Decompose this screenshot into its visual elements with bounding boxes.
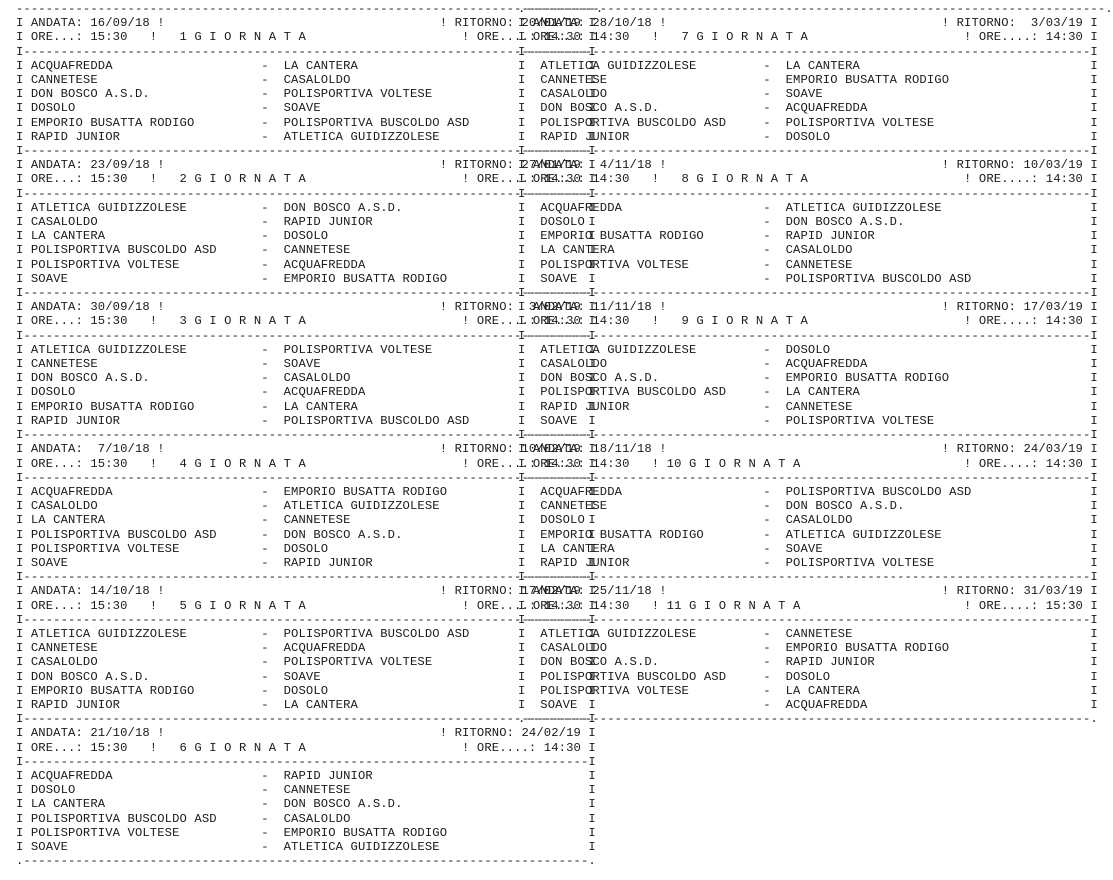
round-header-line: I ORE...: 15:30 ! 4 G I O R N A T A ! ORE....: 14:30 I <box>16 456 596 471</box>
fixture-line: I CANNETESE - CASALOLDO I <box>16 73 596 88</box>
fixture-line: I LA CANTERA - SOAVE I <box>518 541 1098 556</box>
rule-line: I----------------------------------------------------------------------------I <box>518 286 1098 301</box>
round-header-line: I ORE...: 14:30 ! 11 G I O R N A T A ! ORE....: 15:30 I <box>518 598 1098 613</box>
round-header-line: I ORE...: 15:30 ! 1 G I O R N A T A ! ORE....: 14:30 I <box>16 30 596 45</box>
fixture-line: I ACQUAFREDDA - EMPORIO BUSATTA RODIGO I <box>16 484 596 499</box>
round-header-line: I ORE...: 14:30 ! 7 G I O R N A T A ! ORE....: 14:30 I <box>518 30 1098 45</box>
fixture-line: I DON BOSCO A.S.D. - POLISPORTIVA VOLTESE I <box>16 87 596 102</box>
fixture-line: I SOAVE - EMPORIO BUSATTA RODIGO I <box>16 271 596 286</box>
rule-line: .----------------------------------------------------------------------------. <box>16 854 596 869</box>
fixture-line: I EMPORIO BUSATTA RODIGO - DOSOLO I <box>16 683 596 698</box>
fixture-line: I CANNETESE - ACQUAFREDDA I <box>16 641 596 656</box>
fixture-line: I POLISPORTIVA BUSCOLDO ASD - CASALOLDO I <box>16 811 596 826</box>
fixture-line: I ACQUAFREDDA - LA CANTERA I <box>16 58 596 73</box>
fixture-line: I CASALOLDO - ACQUAFREDDA I <box>518 357 1098 372</box>
rule-line: I----------------------------------------------------------------------------I <box>518 144 1098 159</box>
fixture-line: I SOAVE - POLISPORTIVA VOLTESE I <box>518 413 1098 428</box>
round-header-line: I ORE...: 15:30 ! 5 G I O R N A T A ! ORE....: 14:30 I <box>16 598 596 613</box>
fixture-line: I ACQUAFREDDA - RAPID JUNIOR I <box>16 768 596 783</box>
fixture-line: I DON BOSCO A.S.D. - CASALOLDO I <box>16 371 596 386</box>
round-header-line: I ANDATA: 4/11/18 ! ! RITORNO: 10/03/19 I <box>518 158 1098 173</box>
fixture-line: I CASALOLDO - RAPID JUNIOR I <box>16 215 596 230</box>
fixture-line: I CANNETESE - SOAVE I <box>16 357 596 372</box>
round-header-line: I ORE...: 14:30 ! 9 G I O R N A T A ! ORE....: 14:30 I <box>518 314 1098 329</box>
fixture-line: I CASALOLDO - POLISPORTIVA VOLTESE I <box>16 655 596 670</box>
fixture-line: I POLISPORTIVA VOLTESE - ACQUAFREDDA I <box>16 257 596 272</box>
fixture-line: I DON BOSCO A.S.D. - ACQUAFREDDA I <box>518 101 1098 116</box>
fixture-line: I ACQUAFREDDA - POLISPORTIVA BUSCOLDO ASD I <box>518 484 1098 499</box>
fixture-line: I DOSOLO - CASALOLDO I <box>518 513 1098 528</box>
fixture-line: I POLISPORTIVA BUSCOLDO ASD - LA CANTERA I <box>518 385 1098 400</box>
fixture-line: I RAPID JUNIOR - POLISPORTIVA BUSCOLDO ASD I <box>16 413 596 428</box>
fixture-line: I POLISPORTIVA VOLTESE - DOSOLO I <box>16 541 596 556</box>
rule-line: I----------------------------------------------------------------------------I <box>16 186 596 201</box>
fixture-line: I CASALOLDO - SOAVE I <box>518 87 1098 102</box>
fixture-line: I POLISPORTIVA VOLTESE - EMPORIO BUSATTA RODIGO I <box>16 825 596 840</box>
fixture-line: I RAPID JUNIOR - CANNETESE I <box>518 399 1098 414</box>
round-header-line: I ORE...: 14:30 ! 8 G I O R N A T A ! ORE....: 14:30 I <box>518 172 1098 187</box>
right-column-schedule <box>518 2 1113 726</box>
fixture-line: I EMPORIO BUSATTA RODIGO - POLISPORTIVA BUSCOLDO ASD I <box>16 115 596 130</box>
fixture-line: I EMPORIO BUSATTA RODIGO - ATLETICA GUIDIZZOLESE I <box>518 527 1098 542</box>
fixture-line: I LA CANTERA - CANNETESE I <box>16 513 596 528</box>
round-header-line: I ORE...: 15:30 ! 6 G I O R N A T A ! ORE....: 14:30 I <box>16 740 596 755</box>
fixture-line: I DOSOLO - DON BOSCO A.S.D. I <box>518 215 1098 230</box>
fixture-line: I DON BOSCO A.S.D. - SOAVE I <box>16 669 596 684</box>
fixture-line: I RAPID JUNIOR - DOSOLO I <box>518 129 1098 144</box>
rule-line: I----------------------------------------------------------------------------I <box>518 570 1098 585</box>
round-header-line: I ANDATA: 18/11/18 ! ! RITORNO: 24/03/19 I <box>518 442 1098 457</box>
fixture-line: I SOAVE - ATLETICA GUIDIZZOLESE I <box>16 839 596 854</box>
round-header-line: I ANDATA: 23/09/18 ! ! RITORNO: 27/01/19 I <box>16 158 596 173</box>
rule-line: I----------------------------------------------------------------------------I <box>518 44 1098 59</box>
round-header-line: I ANDATA: 11/11/18 ! ! RITORNO: 17/03/19 I <box>518 300 1098 315</box>
rule-line: I----------------------------------------------------------------------------I <box>16 712 596 727</box>
rule-line: I----------------------------------------------------------------------------I <box>16 428 596 443</box>
rule-line: I----------------------------------------------------------------------------I <box>16 470 596 485</box>
fixture-line: I ATLETICA GUIDIZZOLESE - POLISPORTIVA VOLTESE I <box>16 342 596 357</box>
round-header-line: I ANDATA: 25/11/18 ! ! RITORNO: 31/03/19 I <box>518 584 1098 599</box>
fixture-line: I CASALOLDO - ATLETICA GUIDIZZOLESE I <box>16 499 596 514</box>
round-header-line: I ANDATA: 21/10/18 ! ! RITORNO: 24/02/19 I <box>16 726 596 741</box>
round-header-line: I ANDATA: 16/09/18 ! ! RITORNO: 20/01/19 I <box>16 16 596 31</box>
rule-line: I----------------------------------------------------------------------------I <box>518 470 1098 485</box>
fixture-line: I ATLETICA GUIDIZZOLESE - CANNETESE I <box>518 626 1098 641</box>
fixture-line: I DOSOLO - CANNETESE I <box>16 783 596 798</box>
fixture-line: I LA CANTERA - CASALOLDO I <box>518 243 1098 258</box>
fixture-line: I LA CANTERA - DON BOSCO A.S.D. I <box>16 797 596 812</box>
left-column-schedule <box>16 2 603 868</box>
fixture-line: I POLISPORTIVA VOLTESE - LA CANTERA I <box>518 683 1098 698</box>
fixture-line: I POLISPORTIVA BUSCOLDO ASD - DOSOLO I <box>518 669 1098 684</box>
fixture-line: I CASALOLDO - EMPORIO BUSATTA RODIGO I <box>518 641 1098 656</box>
fixture-line: I RAPID JUNIOR - ATLETICA GUIDIZZOLESE I <box>16 129 596 144</box>
fixture-line: I DON BOSCO A.S.D. - EMPORIO BUSATTA RODIGO I <box>518 371 1098 386</box>
fixture-line: I ACQUAFREDDA - ATLETICA GUIDIZZOLESE I <box>518 200 1098 215</box>
fixture-line: I POLISPORTIVA BUSCOLDO ASD - CANNETESE I <box>16 243 596 258</box>
fixture-line: I DOSOLO - SOAVE I <box>16 101 596 116</box>
round-header-line: I ORE...: 14:30 ! 10 G I O R N A T A ! ORE....: 14:30 I <box>518 456 1098 471</box>
rule-line: I----------------------------------------------------------------------------I <box>518 428 1098 443</box>
fixture-line: I POLISPORTIVA BUSCOLDO ASD - DON BOSCO A.S.D. I <box>16 527 596 542</box>
round-header-line: I ORE...: 15:30 ! 2 G I O R N A T A ! ORE....: 14:30 I <box>16 172 596 187</box>
rule-line: I----------------------------------------------------------------------------I <box>16 44 596 59</box>
fixture-line: I ATLETICA GUIDIZZOLESE - LA CANTERA I <box>518 58 1098 73</box>
rule-line: I----------------------------------------------------------------------------I <box>16 570 596 585</box>
fixture-line: I ATLETICA GUIDIZZOLESE - DOSOLO I <box>518 342 1098 357</box>
rule-line: I----------------------------------------------------------------------------I <box>16 612 596 627</box>
fixture-line: I ATLETICA GUIDIZZOLESE - POLISPORTIVA BUSCOLDO ASD I <box>16 626 596 641</box>
rule-line: I----------------------------------------------------------------------------I <box>16 754 596 769</box>
rule-line: I----------------------------------------------------------------------------I <box>518 186 1098 201</box>
fixture-line: I CANNETESE - EMPORIO BUSATTA RODIGO I <box>518 73 1098 88</box>
round-header-line: I ANDATA: 7/10/18 ! ! RITORNO: 10/02/19 I <box>16 442 596 457</box>
fixture-line: I EMPORIO BUSATTA RODIGO - LA CANTERA I <box>16 399 596 414</box>
fixture-line: I POLISPORTIVA BUSCOLDO ASD - POLISPORTIVA VOLTESE I <box>518 115 1098 130</box>
rule-line: I----------------------------------------------------------------------------I <box>518 328 1098 343</box>
rule-line: I----------------------------------------------------------------------------I <box>16 144 596 159</box>
fixture-line: I SOAVE - RAPID JUNIOR I <box>16 555 596 570</box>
fixture-line: I SOAVE - ACQUAFREDDA I <box>518 697 1098 712</box>
fixture-line: I DOSOLO - ACQUAFREDDA I <box>16 385 596 400</box>
round-header-line: I ANDATA: 14/10/18 ! ! RITORNO: 17/02/19 I <box>16 584 596 599</box>
fixture-line: I POLISPORTIVA VOLTESE - CANNETESE I <box>518 257 1098 272</box>
round-header-line: I ANDATA: 28/10/18 ! ! RITORNO: 3/03/19 I <box>518 16 1098 31</box>
rule-line: ------------------------------------------------------------------------------. <box>16 2 604 16</box>
rule-line: I----------------------------------------------------------------------------I <box>16 328 596 343</box>
fixture-line: I EMPORIO BUSATTA RODIGO - RAPID JUNIOR I <box>518 229 1098 244</box>
rule-line: I----------------------------------------------------------------------------I <box>518 612 1098 627</box>
round-header-line: I ORE...: 15:30 ! 3 G I O R N A T A ! ORE....: 14:30 I <box>16 314 596 329</box>
fixture-line: I LA CANTERA - DOSOLO I <box>16 229 596 244</box>
fixture-line: I DON BOSCO A.S.D. - RAPID JUNIOR I <box>518 655 1098 670</box>
rule-line: I----------------------------------------------------------------------------I <box>16 286 596 301</box>
fixture-line: I RAPID JUNIOR - LA CANTERA I <box>16 697 596 712</box>
fixture-line: I RAPID JUNIOR - POLISPORTIVA VOLTESE I <box>518 555 1098 570</box>
fixture-line: I ATLETICA GUIDIZZOLESE - DON BOSCO A.S.D. I <box>16 200 596 215</box>
fixture-line: I CANNETESE - DON BOSCO A.S.D. I <box>518 499 1098 514</box>
rule-line: .------------------------------------------------------------------------------. <box>518 2 1113 16</box>
rule-line: .----------------------------------------------------------------------------. <box>518 712 1098 727</box>
fixture-line: I SOAVE - POLISPORTIVA BUSCOLDO ASD I <box>518 271 1098 286</box>
round-header-line: I ANDATA: 30/09/18 ! ! RITORNO: 3/02/19 I <box>16 300 596 315</box>
